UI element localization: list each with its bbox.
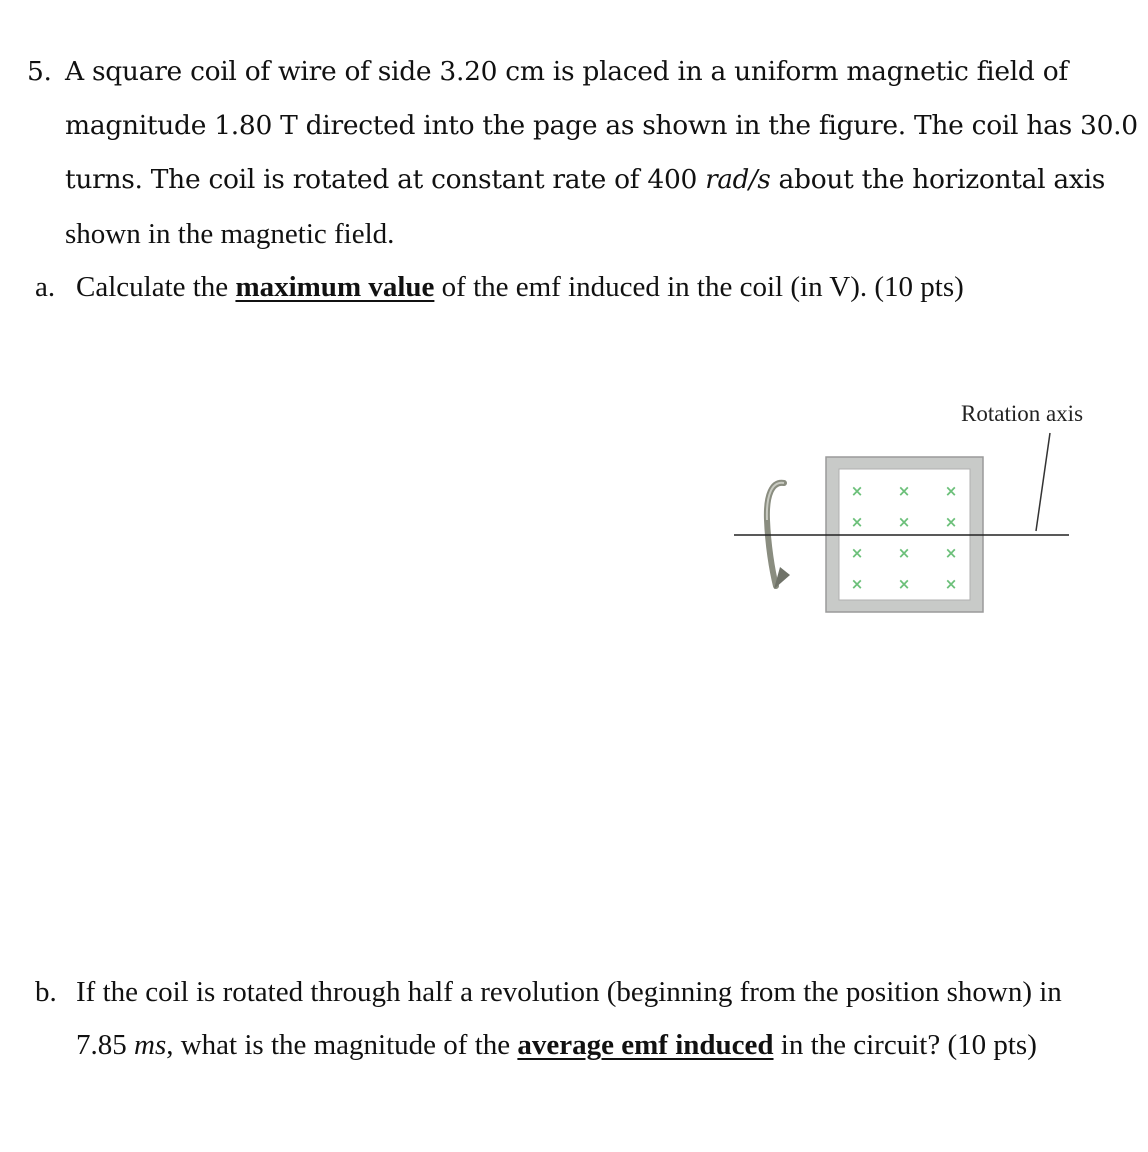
part-b-emphasis: average emf induced xyxy=(517,1029,774,1061)
rate-units: rad/s xyxy=(705,165,771,195)
part-b-line-2 xyxy=(76,1027,1037,1063)
field-into-page-mark: × xyxy=(850,513,864,531)
part-b-time-value: 7.85 xyxy=(76,1029,134,1061)
field-into-page-mark: × xyxy=(897,513,911,531)
question-number: 5. xyxy=(27,56,52,87)
part-a-post: of the emf induced in the coil (in V). (10 pts) xyxy=(434,271,964,303)
field-into-page-mark: × xyxy=(944,575,958,593)
field-into-page-mark: × xyxy=(850,482,864,500)
rotation-axis-label: Rotation axis xyxy=(961,401,1084,426)
field-into-page-mark: × xyxy=(944,544,958,562)
part-a-label: a. xyxy=(35,271,56,303)
part-b-label: b. xyxy=(35,976,57,1008)
field-into-page-mark: × xyxy=(944,482,958,500)
field-into-page-mark: × xyxy=(944,513,958,531)
field-into-page-mark: × xyxy=(850,544,864,562)
field-into-page-mark: × xyxy=(897,482,911,500)
part-b-line-1: If the coil is rotated through half a revolution (beginning from the position shown) in xyxy=(76,976,1062,1008)
part-a-text xyxy=(76,269,964,305)
rotation-arrow-icon xyxy=(767,483,790,589)
label-leader-line xyxy=(1036,433,1050,531)
part-a-pre: Calculate the xyxy=(76,271,236,303)
part-a-emphasis: maximum value xyxy=(235,271,435,303)
coil-figure xyxy=(720,395,1120,625)
field-into-page-mark: × xyxy=(850,575,864,593)
part-b-pre: , what is the magnitude of the xyxy=(166,1029,518,1061)
part-b-time-unit: ms xyxy=(134,1029,167,1061)
field-into-page-mark: × xyxy=(897,575,911,593)
question-text-line-2: magnitude 1.80 T directed into the page as shown in the figure. The coil has 30.0 xyxy=(65,110,1138,141)
line3-post: about the horizontal axis xyxy=(770,164,1106,195)
question-text-line-4: shown in the magnetic field. xyxy=(65,218,395,250)
line3-pre: turns. The coil is rotated at constant rate of 400 xyxy=(65,164,706,195)
field-into-page-mark: × xyxy=(897,544,911,562)
question-text-line-3 xyxy=(65,162,1105,198)
part-b-post: in the circuit? (10 pts) xyxy=(773,1029,1037,1061)
question-text-line-1: A square coil of wire of side 3.20 cm is placed in a uniform magnetic field of xyxy=(65,56,1068,87)
